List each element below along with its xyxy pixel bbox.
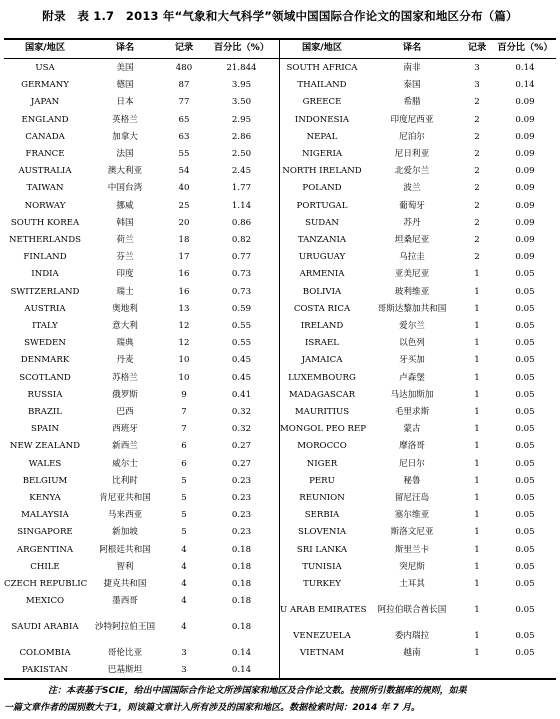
records-cell: 5 [181,493,187,503]
country-cell: U ARAB EMIRATES [280,605,367,616]
country-cell: COLOMBIA [19,647,71,658]
name-cell: 阿根廷共和国 [99,544,151,555]
name-cell: 挪威 [116,200,134,211]
records-cell: 63 [178,131,190,142]
records-cell: 1 [474,493,480,503]
records-cell: 7 [181,407,187,417]
country-cell: KENYA [29,493,61,503]
name-cell: 毛里求斯 [394,407,430,417]
percent-cell: 0.18 [231,544,252,555]
country-cell: POLAND [302,183,342,194]
country-cell: CHILE [30,561,60,572]
country-cell: ITALY [32,321,58,331]
name-cell: 马来西亚 [107,510,143,521]
percent-cell: 0.05 [515,544,535,555]
table-title: 附录 表 1.7 2013 年“气象和大气科学”领域中国国际合作论文的国家和地区分布（篇） [42,9,518,23]
country-cell: IRELAND [300,321,344,331]
note-line-1: 注：本表基于SCIE，给出中国国际合作论文所涉国家和地区及合作论文数。按照所引数据库的规则，如果 [48,686,467,696]
records-cell: 77 [178,97,190,108]
percent-cell: 0.45 [231,355,252,366]
country-cell: TURKEY [303,579,341,589]
records-cell: 2 [474,200,480,211]
records-cell: 18 [178,235,190,245]
name-cell: 沙特阿拉伯王国 [94,622,156,633]
header-name: 译名 [115,42,135,53]
country-cell: NIGER [306,458,338,469]
percent-cell: 0.05 [515,605,535,616]
percent-cell: 0.14 [231,647,252,658]
percent-cell: 3.50 [231,97,252,108]
records-cell: 1 [474,647,480,658]
percent-cell: 0.05 [515,458,535,469]
name-cell: 苏格兰 [112,372,138,383]
percent-cell: 0.09 [515,131,535,142]
country-cell: NORWAY [24,200,66,211]
country-cell: SUDAN [305,217,339,228]
percent-cell: 0.05 [515,630,535,641]
records-cell: 2 [474,252,480,263]
percent-cell: 0.05 [515,647,535,658]
percent-cell: 0.05 [515,407,535,417]
percent-cell: 0.77 [231,252,252,263]
percent-cell: 0.05 [515,303,535,314]
country-cell: NEPAL [306,131,338,142]
country-cell: REUNION [299,493,345,503]
records-cell: 16 [178,269,190,280]
percent-cell: 0.45 [231,372,252,383]
name-cell: 尼日利亚 [394,149,430,159]
records-cell: 1 [474,561,480,572]
country-cell: SAUDI ARABIA [11,622,79,633]
percent-cell: 0.14 [515,80,535,91]
country-cell: PORTUGAL [296,200,348,211]
country-cell: TANZANIA [297,235,347,245]
name-cell: 泰国 [403,80,421,91]
country-cell: SINGAPORE [17,527,73,538]
percent-cell: 0.05 [515,338,535,349]
name-cell: 澳大利亚 [107,166,143,177]
country-cell: SERBIA [304,510,340,521]
records-cell: 1 [474,424,480,435]
records-cell: 3 [181,665,187,675]
records-cell: 1 [474,527,480,538]
country-cell: GREECE [302,97,342,108]
percent-cell: 0.23 [231,510,252,521]
name-cell: 阿拉伯联合酋长国 [377,605,447,616]
records-cell: 2 [474,217,480,228]
records-cell: 1 [474,441,480,452]
percent-cell: 0.05 [515,493,535,503]
header-name: 译名 [402,42,422,53]
percent-cell: 0.82 [231,235,252,245]
name-cell: 奥地利 [112,303,138,314]
percent-cell: 0.05 [515,355,535,366]
records-cell: 1 [474,303,480,314]
country-cell: TUNISIA [302,561,342,572]
percent-cell: 0.73 [231,286,252,297]
percent-cell: 0.09 [515,97,535,108]
country-cell: BOLIVIA [302,286,342,297]
country-cell: URUGUAY [298,252,346,263]
name-cell: 加拿大 [112,131,138,142]
name-cell: 韩国 [116,217,134,228]
records-cell: 1 [474,338,480,349]
name-cell: 威尔士 [112,458,138,469]
records-cell: 1 [474,579,480,589]
records-cell: 4 [181,579,187,589]
name-cell: 英格兰 [112,114,138,125]
records-cell: 6 [181,458,187,469]
records-cell: 65 [178,114,190,125]
percent-cell: 0.23 [231,493,252,503]
name-cell: 智利 [116,561,134,572]
country-cell: MOROCCO [297,441,347,452]
name-cell: 坦桑尼亚 [394,235,430,245]
name-cell: 哥伦比亚 [107,647,143,658]
name-cell: 摩洛哥 [399,441,425,452]
country-cell: COSTA RICA [293,303,351,314]
name-cell: 希腊 [403,97,421,108]
name-cell: 瑞士 [116,286,134,297]
percent-cell: 0.05 [515,527,535,538]
records-cell: 1 [474,407,480,417]
percent-cell: 0.05 [515,561,535,572]
country-cell: VIETNAM [299,647,345,658]
percent-cell: 0.09 [515,217,535,228]
percent-cell: 1.14 [231,200,252,211]
country-cell: CZECH REPUBLIC [4,579,88,589]
name-cell: 爱尔兰 [399,321,425,331]
name-cell: 越南 [403,647,421,658]
country-cell: JAMAICA [301,355,343,366]
country-cell: MEXICO [25,596,65,607]
country-cell: SWITZERLAND [10,286,80,297]
name-cell: 蒙古 [403,424,421,435]
country-cell: JAPAN [30,97,60,108]
percent-cell: 2.95 [231,114,252,125]
header-records: 记录 [467,42,487,53]
name-cell: 哥斯达黎加共和国 [377,303,447,314]
name-cell: 乌拉圭 [399,252,425,263]
country-cell: SOUTH AFRICA [286,63,358,73]
records-cell: 4 [181,622,187,633]
name-cell: 法国 [116,149,134,159]
country-cell: DENMARK [20,355,70,366]
name-cell: 南非 [403,63,421,73]
name-cell: 印度 [116,269,134,280]
percent-cell: 0.05 [515,441,535,452]
name-cell: 中国台湾 [107,183,143,194]
percent-cell: 0.73 [231,269,252,280]
records-cell: 25 [178,200,190,211]
country-cell: GERMANY [21,80,69,91]
percent-cell: 0.09 [515,149,535,159]
percent-cell: 21.844 [226,63,257,73]
name-cell: 比利时 [112,475,138,486]
records-cell: 1 [474,372,480,383]
records-cell: 2 [474,97,480,108]
records-cell: 2 [474,114,480,125]
records-cell: 55 [178,149,190,159]
records-cell: 5 [181,475,187,486]
records-cell: 1 [474,630,480,641]
percent-cell: 2.86 [231,131,252,142]
name-cell: 马达加斯加 [390,389,434,400]
country-cell: FRANCE [25,149,65,159]
name-cell: 意大利 [112,321,138,331]
note-line-2: 一篇文章作者的国别数大于1，则该篇文章计入所有涉及的国家和地区。数据检索时间：2014 年 7 月。 [4,703,420,713]
records-cell: 1 [474,355,480,366]
name-cell: 斯洛文尼亚 [390,527,434,538]
country-cell: NETHERLANDS [9,235,81,245]
country-cell: INDIA [31,269,59,280]
name-cell: 美国 [116,63,134,73]
records-cell: 2 [474,235,480,245]
percent-cell: 0.55 [231,321,252,331]
country-cell: AUSTRIA [24,303,66,314]
percent-cell: 0.09 [515,114,535,125]
records-cell: 2 [474,166,480,177]
country-cell: INDONESIA [294,114,350,125]
records-cell: 54 [178,166,190,177]
records-cell: 5 [181,527,187,538]
percent-cell: 0.55 [231,338,252,349]
records-cell: 17 [178,252,190,263]
records-cell: 1 [474,269,480,280]
percent-cell: 0.09 [515,235,535,245]
records-cell: 4 [181,596,187,607]
percent-cell: 0.27 [231,458,252,469]
percent-cell: 0.86 [231,217,252,228]
name-cell: 新西兰 [112,441,138,452]
percent-cell: 0.14 [231,665,252,675]
country-cell: MALAYSIA [21,510,69,521]
records-cell: 6 [181,441,187,452]
name-cell: 尼日尔 [399,458,425,469]
percent-cell: 0.18 [231,596,252,607]
records-cell: 1 [474,321,480,331]
country-cell: NORTH IRELAND [282,166,362,177]
header-records: 记录 [174,42,194,53]
records-cell: 16 [178,286,190,297]
records-cell: 10 [178,372,190,383]
country-cell: BELGIUM [22,475,68,486]
country-cell: PAKISTAN [22,665,68,675]
country-cell: CANADA [25,131,65,142]
name-cell: 土耳其 [399,579,425,589]
name-cell: 日本 [116,97,134,108]
country-cell: ENGLAND [21,114,69,125]
percent-cell: 0.05 [515,579,535,589]
country-cell: ISRAEL [305,338,339,349]
percent-cell: 0.05 [515,510,535,521]
records-cell: 3 [474,80,480,91]
records-cell: 2 [474,131,480,142]
records-cell: 1 [474,389,480,400]
percent-cell: 2.45 [231,166,252,177]
country-cell: WALES [28,458,62,469]
country-cell: SOUTH KOREA [10,217,80,228]
name-cell: 德国 [116,80,134,91]
records-cell: 1 [474,458,480,469]
country-cell: LUXEMBOURG [288,372,356,383]
records-cell: 4 [181,561,187,572]
country-cell: RUSSIA [27,389,63,400]
country-cell: NEW ZEALAND [9,441,81,452]
records-cell: 20 [178,217,190,228]
records-cell: 7 [181,424,187,435]
name-cell: 斯里兰卡 [394,544,430,555]
records-cell: 1 [474,605,480,616]
name-cell: 丹麦 [116,355,134,366]
country-cell: TAIWAN [26,183,64,194]
percent-cell: 0.05 [515,269,535,280]
percent-cell: 0.41 [231,389,252,400]
percent-cell: 0.59 [231,303,252,314]
country-cell: SCOTLAND [19,372,71,383]
country-cell: NIGERIA [301,149,343,159]
percent-cell: 0.32 [231,424,252,435]
records-cell: 10 [178,355,190,366]
name-cell: 巴基斯坦 [107,665,143,675]
country-cell: VENEZUELA [293,630,351,641]
percent-cell: 0.09 [515,183,535,194]
name-cell: 巴西 [116,407,134,417]
percent-cell: 0.05 [515,475,535,486]
records-cell: 4 [181,544,187,555]
percent-cell: 0.09 [515,200,535,211]
name-cell: 芬兰 [116,252,134,263]
name-cell: 委内瑞拉 [394,630,430,641]
name-cell: 塞尔维亚 [394,510,430,521]
country-cell: SRI LANKA [296,544,348,555]
percent-cell: 0.27 [231,441,252,452]
records-cell: 12 [178,321,190,331]
percent-cell: 0.05 [515,286,535,297]
name-cell: 瑞典 [116,338,134,349]
name-cell: 荷兰 [116,235,134,245]
name-cell: 苏丹 [403,217,421,228]
name-cell: 秘鲁 [403,475,421,486]
name-cell: 尼泊尔 [399,131,425,142]
country-cell: USA [35,63,55,73]
country-cell: MONGOL PEO REP [280,424,367,435]
percent-cell: 2.50 [231,149,252,159]
records-cell: 3 [181,647,187,658]
name-cell: 西班牙 [112,424,138,435]
country-cell: AUSTRALIA [18,166,72,177]
name-cell: 墨西哥 [112,596,138,607]
country-cell: SLOVENIA [297,527,347,538]
country-cell: ARMENIA [299,269,345,280]
percent-cell: 0.05 [515,424,535,435]
header-country: 国家/地区 [301,42,343,53]
header-country: 国家/地区 [24,42,66,53]
percent-cell: 0.05 [515,389,535,400]
percent-cell: 3.95 [231,80,252,91]
name-cell: 印度尼西亚 [390,114,434,125]
name-cell: 卢森堡 [399,372,425,383]
records-cell: 480 [175,63,193,73]
percent-cell: 1.77 [231,183,252,194]
name-cell: 葡萄牙 [399,200,425,211]
country-cell: THAILAND [297,80,347,91]
header-percent: 百分比（%） [213,42,270,53]
name-cell: 捷克共和国 [103,579,147,589]
records-cell: 12 [178,338,190,349]
name-cell: 俄罗斯 [112,389,138,400]
name-cell: 肯尼亚共和国 [99,493,151,503]
records-cell: 2 [474,149,480,159]
percent-cell: 0.18 [231,579,252,589]
name-cell: 新加坡 [112,527,138,538]
country-cell: FINLAND [23,252,67,263]
name-cell: 玻利维亚 [394,286,430,297]
records-cell: 1 [474,475,480,486]
percent-cell: 0.18 [231,561,252,572]
country-cell: SPAIN [30,424,59,435]
percent-cell: 0.09 [515,166,535,177]
name-cell: 北爱尔兰 [394,166,430,177]
records-cell: 5 [181,510,187,521]
records-cell: 13 [178,303,190,314]
percent-cell: 0.05 [515,372,535,383]
percent-cell: 0.23 [231,475,252,486]
records-cell: 1 [474,510,480,521]
country-cell: MAURITIUS [294,407,350,417]
country-cell: ARGENTINA [16,544,74,555]
country-cell: PERU [309,475,335,486]
header-percent: 百分比（%） [497,42,553,53]
table-header-rule [4,58,556,59]
percent-cell: 0.23 [231,527,252,538]
country-cell: SWEDEN [24,338,66,349]
percent-cell: 0.05 [515,321,535,331]
percent-cell: 0.18 [231,622,252,633]
records-cell: 9 [181,389,187,400]
name-cell: 以色列 [399,338,425,349]
name-cell: 突尼斯 [399,561,425,572]
percent-cell: 0.32 [231,407,252,417]
name-cell: 波兰 [403,183,421,194]
records-cell: 87 [178,80,190,91]
country-cell: MADAGASCAR [288,389,356,400]
records-cell: 2 [474,183,480,194]
name-cell: 牙买加 [399,355,425,366]
records-cell: 3 [474,63,480,73]
records-cell: 1 [474,286,480,297]
percent-cell: 0.09 [515,252,535,263]
name-cell: 亚美尼亚 [394,269,430,280]
percent-cell: 0.14 [515,63,535,73]
records-cell: 1 [474,544,480,555]
records-cell: 40 [178,183,190,194]
country-cell: BRAZIL [27,407,63,417]
name-cell: 留尼汪岛 [394,493,430,503]
